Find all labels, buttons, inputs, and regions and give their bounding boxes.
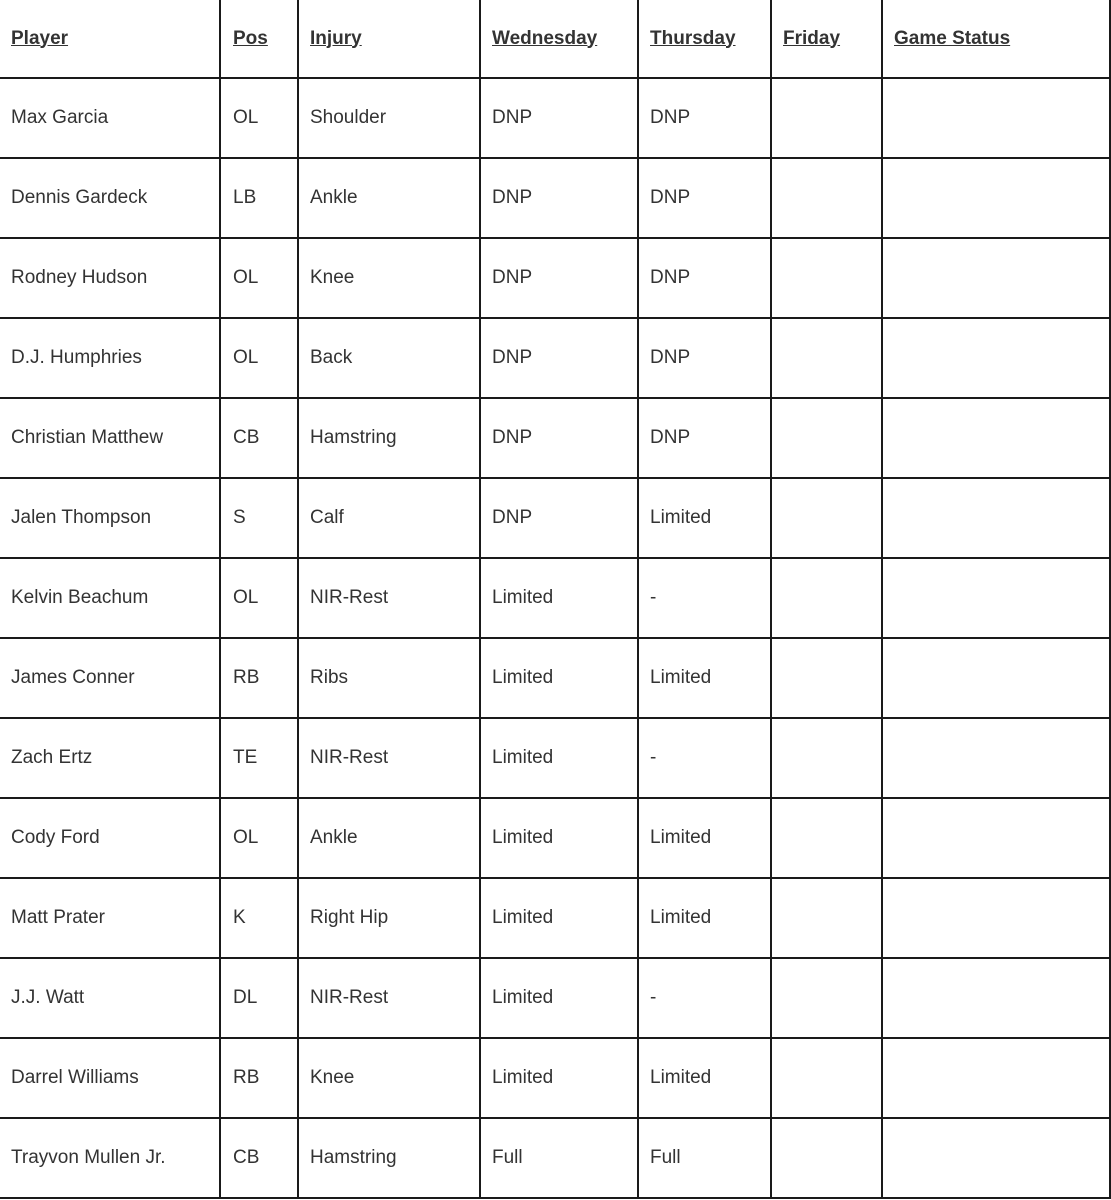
cell-friday bbox=[771, 158, 882, 238]
table-row bbox=[0, 718, 1110, 798]
table-row bbox=[0, 318, 1110, 398]
cell-pos: K bbox=[220, 878, 298, 958]
cell-thursday: Limited bbox=[638, 1038, 771, 1118]
cell-pos: DL bbox=[220, 958, 298, 1038]
cell-thursday: DNP bbox=[638, 158, 771, 238]
table-row bbox=[0, 558, 1110, 638]
cell-player: Zach Ertz bbox=[0, 718, 220, 798]
column-header-player: Player bbox=[0, 0, 220, 78]
cell-pos: OL bbox=[220, 238, 298, 318]
cell-thursday: Limited bbox=[638, 878, 771, 958]
cell-wednesday: Full bbox=[480, 1118, 638, 1198]
cell-pos: RB bbox=[220, 1038, 298, 1118]
cell-game-status bbox=[882, 398, 1110, 478]
cell-injury: NIR-Rest bbox=[298, 958, 480, 1038]
cell-friday bbox=[771, 238, 882, 318]
cell-wednesday: DNP bbox=[480, 478, 638, 558]
cell-friday bbox=[771, 398, 882, 478]
table-row bbox=[0, 638, 1110, 718]
cell-player: Cody Ford bbox=[0, 798, 220, 878]
cell-injury: Calf bbox=[298, 478, 480, 558]
cell-injury: Back bbox=[298, 318, 480, 398]
cell-player: Rodney Hudson bbox=[0, 238, 220, 318]
cell-injury: Hamstring bbox=[298, 398, 480, 478]
table-row bbox=[0, 1118, 1110, 1198]
table-row bbox=[0, 958, 1110, 1038]
cell-game-status bbox=[882, 558, 1110, 638]
cell-wednesday: Limited bbox=[480, 718, 638, 798]
cell-wednesday: Limited bbox=[480, 558, 638, 638]
cell-player: Jalen Thompson bbox=[0, 478, 220, 558]
table-row bbox=[0, 1038, 1110, 1118]
column-header-game-status: Game Status bbox=[882, 0, 1110, 78]
cell-player: Dennis Gardeck bbox=[0, 158, 220, 238]
cell-thursday: Full bbox=[638, 1118, 771, 1198]
cell-pos: OL bbox=[220, 798, 298, 878]
column-header-pos: Pos bbox=[220, 0, 298, 78]
cell-player: J.J. Watt bbox=[0, 958, 220, 1038]
cell-game-status bbox=[882, 718, 1110, 798]
cell-friday bbox=[771, 478, 882, 558]
cell-wednesday: DNP bbox=[480, 158, 638, 238]
table-row bbox=[0, 78, 1110, 158]
cell-injury: Right Hip bbox=[298, 878, 480, 958]
cell-friday bbox=[771, 558, 882, 638]
column-header-thursday: Thursday bbox=[638, 0, 771, 78]
cell-wednesday: Limited bbox=[480, 958, 638, 1038]
cell-pos: OL bbox=[220, 558, 298, 638]
cell-wednesday: Limited bbox=[480, 1038, 638, 1118]
cell-game-status bbox=[882, 1038, 1110, 1118]
column-header-friday: Friday bbox=[771, 0, 882, 78]
cell-wednesday: DNP bbox=[480, 78, 638, 158]
cell-thursday: Limited bbox=[638, 798, 771, 878]
cell-wednesday: DNP bbox=[480, 238, 638, 318]
cell-friday bbox=[771, 878, 882, 958]
cell-wednesday: DNP bbox=[480, 318, 638, 398]
table-row bbox=[0, 398, 1110, 478]
cell-friday bbox=[771, 798, 882, 878]
cell-player: Trayvon Mullen Jr. bbox=[0, 1118, 220, 1198]
cell-thursday: DNP bbox=[638, 398, 771, 478]
cell-thursday: - bbox=[638, 718, 771, 798]
cell-friday bbox=[771, 1038, 882, 1118]
cell-injury: Knee bbox=[298, 1038, 480, 1118]
cell-wednesday: Limited bbox=[480, 878, 638, 958]
cell-thursday: - bbox=[638, 958, 771, 1038]
table-header-row bbox=[0, 0, 1110, 78]
cell-wednesday: Limited bbox=[480, 638, 638, 718]
cell-injury: Hamstring bbox=[298, 1118, 480, 1198]
cell-thursday: DNP bbox=[638, 78, 771, 158]
cell-game-status bbox=[882, 158, 1110, 238]
cell-player: D.J. Humphries bbox=[0, 318, 220, 398]
cell-friday bbox=[771, 718, 882, 798]
cell-pos: CB bbox=[220, 1118, 298, 1198]
table-row bbox=[0, 238, 1110, 318]
cell-injury: Knee bbox=[298, 238, 480, 318]
cell-pos: CB bbox=[220, 398, 298, 478]
cell-thursday: Limited bbox=[638, 478, 771, 558]
cell-friday bbox=[771, 1118, 882, 1198]
table-row bbox=[0, 478, 1110, 558]
cell-wednesday: DNP bbox=[480, 398, 638, 478]
cell-pos: OL bbox=[220, 78, 298, 158]
cell-friday bbox=[771, 638, 882, 718]
cell-injury: Ankle bbox=[298, 158, 480, 238]
cell-game-status bbox=[882, 1118, 1110, 1198]
cell-injury: NIR-Rest bbox=[298, 558, 480, 638]
column-header-injury: Injury bbox=[298, 0, 480, 78]
cell-wednesday: Limited bbox=[480, 798, 638, 878]
cell-player: Christian Matthew bbox=[0, 398, 220, 478]
cell-friday bbox=[771, 318, 882, 398]
cell-injury: Ribs bbox=[298, 638, 480, 718]
cell-pos: LB bbox=[220, 158, 298, 238]
cell-injury: NIR-Rest bbox=[298, 718, 480, 798]
cell-player: Kelvin Beachum bbox=[0, 558, 220, 638]
table-body bbox=[0, 78, 1110, 1198]
cell-pos: OL bbox=[220, 318, 298, 398]
cell-game-status bbox=[882, 238, 1110, 318]
cell-game-status bbox=[882, 638, 1110, 718]
cell-thursday: - bbox=[638, 558, 771, 638]
cell-friday bbox=[771, 78, 882, 158]
cell-game-status bbox=[882, 958, 1110, 1038]
cell-pos: RB bbox=[220, 638, 298, 718]
cell-thursday: Limited bbox=[638, 638, 771, 718]
table-row bbox=[0, 798, 1110, 878]
cell-game-status bbox=[882, 478, 1110, 558]
cell-player: Max Garcia bbox=[0, 78, 220, 158]
cell-thursday: DNP bbox=[638, 318, 771, 398]
cell-pos: S bbox=[220, 478, 298, 558]
cell-player: Matt Prater bbox=[0, 878, 220, 958]
table-row bbox=[0, 878, 1110, 958]
cell-pos: TE bbox=[220, 718, 298, 798]
cell-injury: Ankle bbox=[298, 798, 480, 878]
cell-game-status bbox=[882, 318, 1110, 398]
cell-player: James Conner bbox=[0, 638, 220, 718]
cell-game-status bbox=[882, 78, 1110, 158]
table-row bbox=[0, 158, 1110, 238]
cell-friday bbox=[771, 958, 882, 1038]
cell-injury: Shoulder bbox=[298, 78, 480, 158]
cell-game-status bbox=[882, 798, 1110, 878]
column-header-wednesday: Wednesday bbox=[480, 0, 638, 78]
cell-thursday: DNP bbox=[638, 238, 771, 318]
cell-game-status bbox=[882, 878, 1110, 958]
cell-player: Darrel Williams bbox=[0, 1038, 220, 1118]
